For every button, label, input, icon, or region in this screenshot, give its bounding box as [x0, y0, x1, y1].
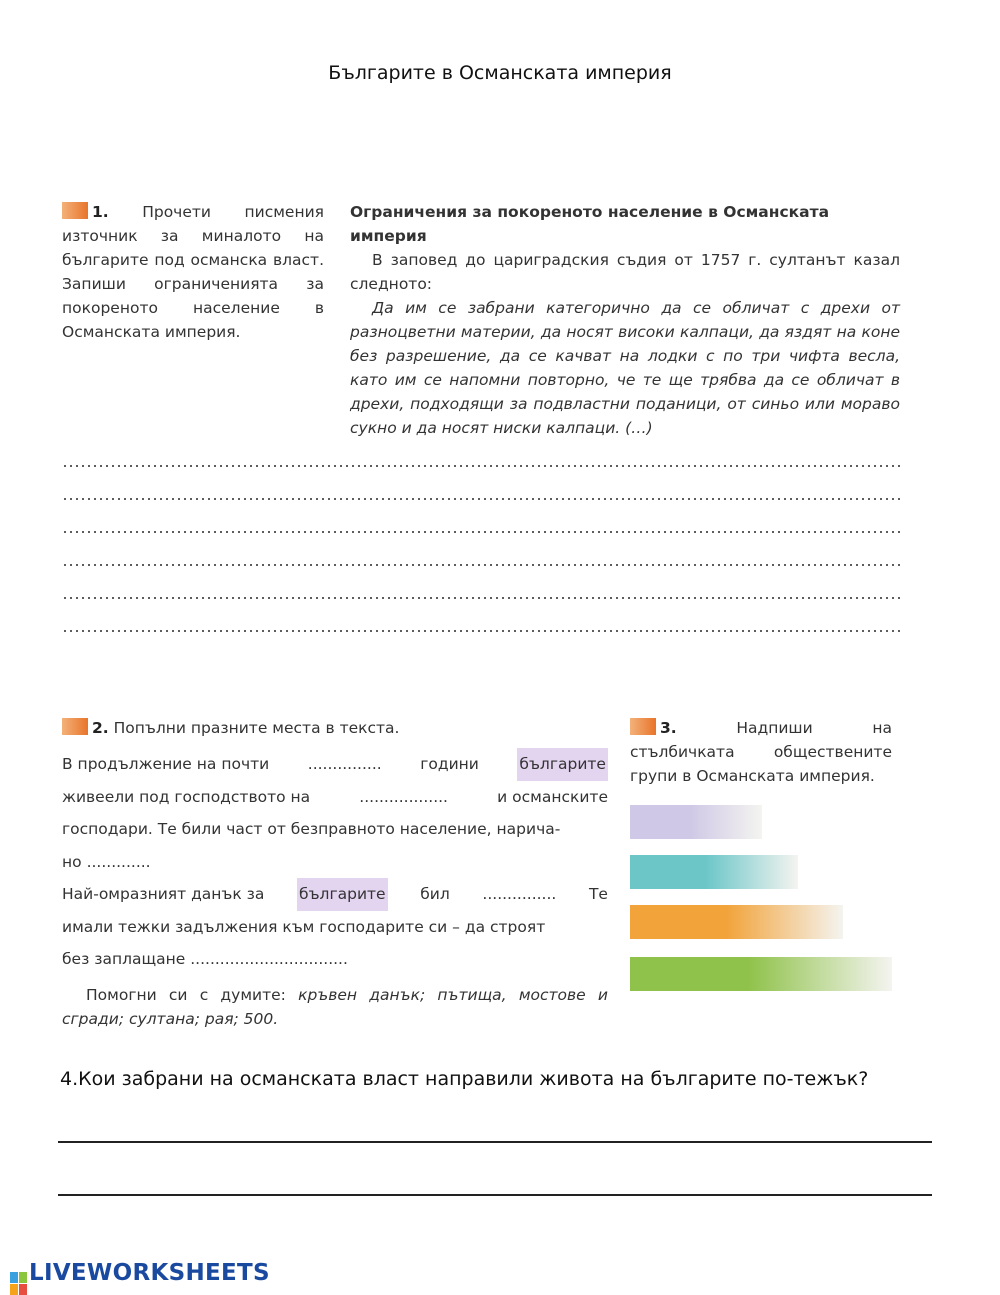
answer-dotted-line-3[interactable]	[62, 530, 900, 534]
text-segment: В продължение на почти	[62, 755, 270, 773]
orange-marker-icon	[62, 718, 88, 735]
orange-marker-icon	[62, 202, 88, 219]
ladder-bar-4[interactable]	[630, 957, 892, 991]
task2-line-7	[62, 943, 608, 976]
task3-instruction-block	[630, 716, 892, 788]
ladder-bar-2[interactable]	[630, 855, 798, 889]
task2-instruction-block	[62, 716, 607, 740]
text-segment: Те	[588, 885, 608, 903]
text-segment: без заплащане	[62, 950, 186, 968]
text-segment: но	[62, 852, 82, 871]
liveworksheets-logo	[10, 1260, 270, 1295]
answer-dotted-line-2[interactable]	[62, 497, 900, 501]
source-quote: Да им се забрани категорично да се обличат с дрехи от разноцветни материи, да носят високи калпаци, да яздят на коне без разрешение, да се качват на лодки с по три чифта весла, като им се напомни повторно, че те ще трябва да се обличат в дрехи, подходящи за подвластни поданици, от синьо или мораво сукно и да носят ниски калпаци. (…)	[350, 299, 900, 437]
task2-line-5	[62, 878, 608, 911]
highlighted-word: българите	[517, 748, 608, 781]
task1-instruction-block	[62, 200, 324, 344]
task1-source	[350, 200, 900, 440]
highlighted-word: българите	[297, 878, 388, 911]
answer-dotted-line-1[interactable]	[62, 464, 900, 468]
text-segment: и османските	[497, 787, 608, 806]
blank-constructions[interactable]: ................................	[190, 950, 348, 968]
answer-dotted-line-6[interactable]	[62, 629, 900, 633]
task2-instruction: Попълни празните места в текста.	[113, 719, 400, 737]
blank-population-name[interactable]: .............	[86, 852, 151, 871]
answer-line-2[interactable]	[58, 1194, 932, 1196]
orange-marker-icon	[630, 718, 656, 735]
task2-hint	[62, 983, 608, 1031]
task2-line-6: имали тежки задължения към господарите си – да строят	[62, 917, 546, 936]
text-segment: живеели под господството на	[62, 787, 311, 806]
text-segment: години	[420, 755, 479, 773]
task3-number: 3.	[660, 719, 677, 737]
answer-dotted-line-4[interactable]	[62, 563, 900, 567]
task1-instruction: Прочети писмения източник за миналото на българите под османска власт. Запиши ограниченията за покореното население в Османската империя.	[62, 203, 324, 341]
blank-years[interactable]: ...............	[307, 755, 382, 773]
task2-line-4	[62, 846, 608, 879]
task1-number: 1.	[92, 203, 109, 221]
source-title: Ограничения за покореното население в Османската империя	[350, 203, 830, 245]
page-title: Българите в Османската империя	[328, 62, 672, 84]
text-segment: бил	[420, 885, 450, 903]
task2-line-3: господари. Те били част от безправното население, нарича-	[62, 820, 561, 838]
blank-tax[interactable]: ...............	[482, 885, 557, 903]
task2-line-1	[62, 748, 608, 781]
ladder-bar-1[interactable]	[630, 805, 762, 839]
brand-name: LIVEWORKSHEETS	[29, 1260, 270, 1286]
answer-dotted-line-5[interactable]	[62, 596, 900, 600]
answer-line-1[interactable]	[58, 1141, 932, 1143]
ladder-bar-3[interactable]	[630, 905, 843, 939]
task2-number: 2.	[92, 719, 109, 737]
hint-words: кръвен данък; пътища, мостове и сгради; султана; рая; 500.	[62, 986, 608, 1028]
logo-blocks-icon	[10, 1272, 27, 1295]
text-segment: Най-омразният данък за	[62, 885, 265, 903]
blank-ruler[interactable]: ..................	[359, 787, 448, 806]
task3-instruction: Надпиши на стълбичката обществените групи в Османската империя.	[630, 719, 892, 785]
source-intro: В заповед до цариградския съдия от 1757 г. султанът казал следното:	[350, 251, 900, 293]
task4-question: 4.Кои забрани на османската власт направили живота на българите по-тежък?	[60, 1068, 869, 1090]
hint-label: Помогни си с думите:	[86, 986, 286, 1004]
task2-fill-text	[62, 748, 608, 976]
task2-line-2	[62, 781, 608, 814]
